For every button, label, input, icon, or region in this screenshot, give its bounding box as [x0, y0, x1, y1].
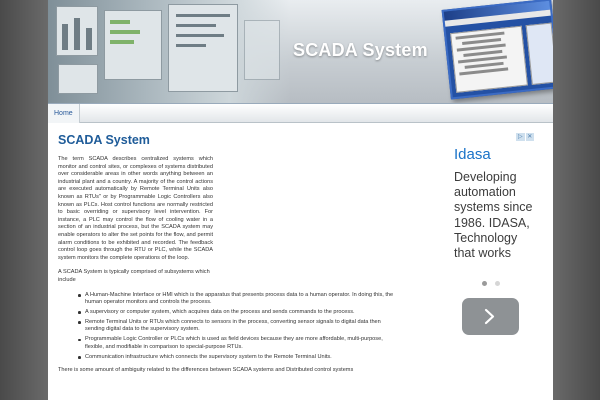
list-item: Communication infrastructure which connects the supervisory system to the Remote Terminal Units. [80, 354, 396, 362]
article-intro-paragraph: The term SCADA describes centralized systems which monitor and control sites, or complexes of systems distributed over considerable areas in other words anything between an industrial plant and a country. A majority of the control actions are executed automatically by Remote Terminal Units also known as RTUs" or by Programmable Logic Controllers also known as PLCs. Host control functions are normally restricted to basic overriding or supervisory level intervention. For instance, a PLC may control the flow of cooling water in a section of an industrial process, but the SCADA system may enable operators to alter the set points for the flow, and permit alarm conditions to be exhibited and recorded. The feedback control loop goes through the RTU or PLC, while the SCADA system monitors the complete operations of the loop. [58, 156, 213, 261]
list-item: A supervisory or computer system, which acquires data on the process and sends commands to the process. [80, 309, 396, 317]
nav-home-link[interactable]: Home [48, 104, 80, 123]
ad-choices-icon[interactable]: ▷ [517, 134, 523, 140]
ad-carousel-dots [480, 281, 504, 287]
header-software-window-graphic [442, 0, 553, 100]
subsystems-intro-paragraph: A SCADA System is typically comprised of subsystems which include [58, 269, 210, 283]
main-navigation [48, 103, 553, 123]
carousel-dot-1[interactable] [482, 281, 487, 286]
ad-choices-controls [516, 133, 534, 141]
list-item: Programmable Logic Controller or PLCs which is used as field devices because they are more affordable, multi-purpose, flexible, and modifiable in comparison to special-purpose RTUs. [80, 336, 396, 351]
ad-body-text[interactable]: Developing automation systems since 1986. IDASA, Technology that works [454, 170, 533, 261]
list-item: Remote Terminal Units or RTUs which connects to sensors in the process, converting sensor signals to digital data then sending digital data to the supervisory system. [80, 319, 396, 334]
subsystems-list [80, 292, 396, 362]
header-hmi-screenshot [48, 0, 290, 103]
carousel-dot-2[interactable] [495, 281, 500, 286]
close-icon[interactable]: ✕ [527, 134, 533, 140]
ad-brand-name[interactable]: Idasa [454, 146, 491, 163]
site-header [48, 0, 553, 103]
closing-paragraph: There is some amount of ambiguity related to the differences between SCADA systems and Distributed control systems [58, 367, 354, 374]
ad-next-button[interactable] [462, 298, 519, 335]
chevron-right-icon [484, 308, 496, 325]
site-container [48, 0, 553, 400]
main-content [48, 123, 553, 400]
article-title: SCADA System [58, 133, 150, 147]
list-item: A Human-Machine Interface or HMI which is the apparatus that presents process data to a human operator. In doing this, the human operator monitors and controls the process. [80, 292, 396, 307]
sidebar-advertisement[interactable] [446, 131, 536, 331]
article [58, 133, 403, 375]
site-title: SCADA System [293, 40, 428, 60]
